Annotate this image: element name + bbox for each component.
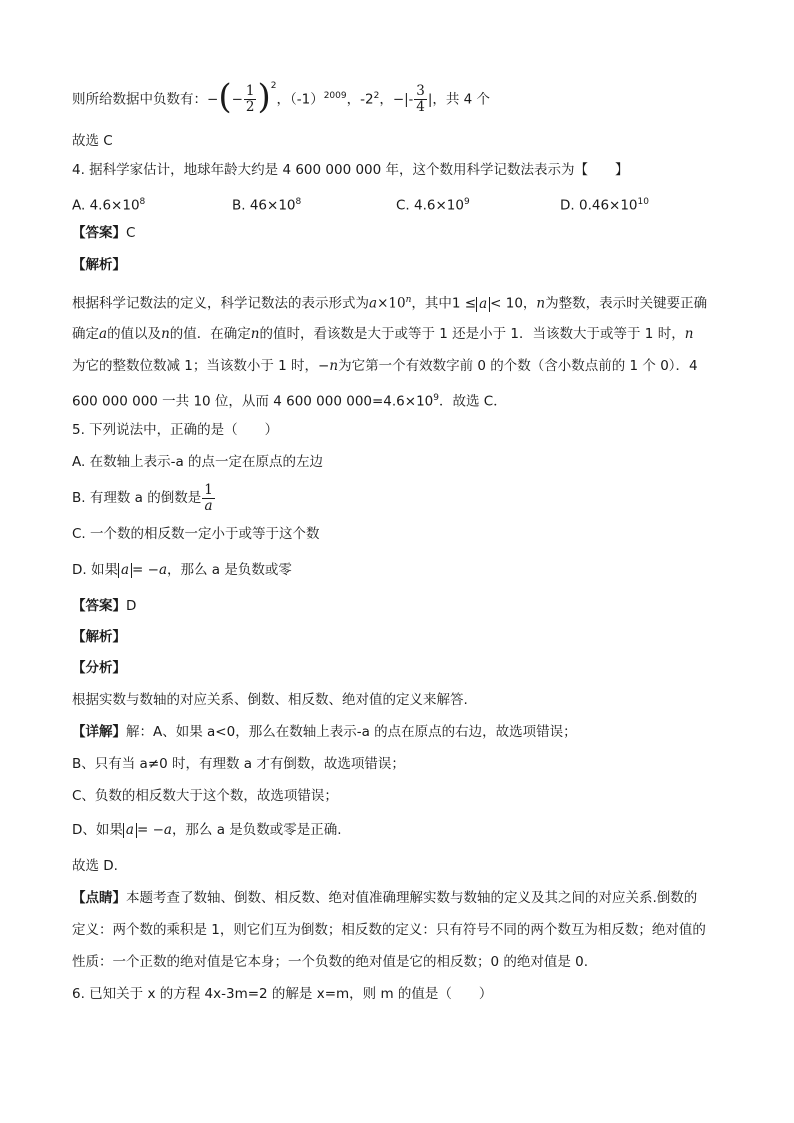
fraction-denominator: 4 xyxy=(416,99,425,115)
q4-explanation-line-4: 600 000 000 一共 10 位，从而 4 600 000 $000=4.6\times 10^9$．故选 C． xyxy=(72,393,507,410)
q4-stem: 4. 据科学家估计，地球年龄大约是 4 600 000 000 年，这个数用科学记数法表示为【 】 xyxy=(72,162,629,178)
absolute-value: a xyxy=(118,563,132,578)
q4-option-b: B. $46\times 10^8$ xyxy=(232,197,302,214)
separator: ，（-1） xyxy=(276,91,324,108)
q5-choose: 故选 D. xyxy=(72,858,118,874)
inner-minus: − xyxy=(231,91,243,108)
answer-tag: 【答案】 xyxy=(72,225,126,241)
q5-dianjing-line-3: 性质：一个正数的绝对值是它本身；一个负数的绝对值是它的相反数；0 的绝对值是 0. xyxy=(72,954,589,970)
fraction-numerator: 3 xyxy=(416,83,425,99)
q5-option-c: C. 一个数的相反数一定小于或等于这个数 xyxy=(72,526,320,542)
q4-explanation-line-2: 确定a的值以及n的值．在确定n的值时，看该数是大于或等于 1 还是小于 1．当该数大于或等于 1 时，n xyxy=(72,326,694,342)
fraction-numerator: 1 xyxy=(245,83,255,99)
fraction-one-half xyxy=(244,84,257,115)
q4-option-c: C. $4.6\times 10^9$ xyxy=(396,197,470,214)
q5-option-b: B. 有理数 a 的倒数是 $\frac{1}{a}$ xyxy=(72,481,213,514)
q5-analysis-tag: 【解析】 xyxy=(72,629,126,645)
exponent: 2009 xyxy=(323,91,347,101)
q5-detail-a: 【详解】解：A、如果 a<0，那么在数轴上表示-a 的点在原点的右边，故选项错误； xyxy=(72,724,577,740)
absolute-value: a xyxy=(476,297,490,312)
absolute-value: a xyxy=(123,823,137,838)
q5-detail-c: C、负数的相反数大于这个数，故选项错误； xyxy=(72,788,338,804)
q3-conclusion-suffix: |，共 4 个 xyxy=(427,91,491,108)
q5-detail-d: D、如果 a = −a，那么 a 是负数或零是正确. xyxy=(72,822,342,838)
q6-stem: 6. 已知关于 x 的方程 4x-3m=2 的解是 x=m，则 m 的值是（ ） xyxy=(72,986,493,1002)
q4-options xyxy=(72,192,722,212)
q4-option-a: A. $4.6\times 10^8$ xyxy=(72,197,146,214)
q5-option-d: D. 如果 a = −a，那么 a 是负数或零 xyxy=(72,562,292,578)
q5-fenxi-tag: 【分析】 xyxy=(72,660,126,676)
q4-explanation-line-1: 根据科学记数法的定义，科学记数法的表示形式为$a\times 10^n$，其中1 ≤ a < 10，n为整数，表示时关键要正确 xyxy=(72,295,708,312)
answer-value: C xyxy=(126,225,136,241)
negative-abs-prefix: −|- xyxy=(392,91,414,108)
answer-tag: 【答案】 xyxy=(72,598,126,614)
separator: ，-2 xyxy=(346,91,374,108)
fraction-denominator: 2 xyxy=(245,99,255,115)
q3-conclusion-line: 则所给数据中负数有：−(− $\frac{1}{2}$ )$^2$，$(-1)^{2009}$，$-2^2$，−|- $\frac{3}{4}$ |，共 4 个 xyxy=(72,76,491,117)
q5-detail-b: B、只有当 a≠0 时，有理数 a 才有倒数，故选项错误； xyxy=(72,756,405,772)
fraction-one-over-a: $\frac{1}{a}$ xyxy=(204,481,213,514)
q4-answer xyxy=(72,223,135,243)
q5-stem: 5. 下列说法中，正确的是（ ） xyxy=(72,422,279,438)
q3-conclusion-prefix: 则所给数据中负数有： xyxy=(72,91,207,108)
exponent: 2 xyxy=(373,91,380,101)
q3-choose: 故选 C xyxy=(72,133,113,149)
q5-dianjing-line-2: 定义：两个数的乘积是 1，则它们互为倒数；相反数的定义：只有符号不同的两个数互为相反数；绝对值的 xyxy=(72,922,706,938)
q5-fenxi-text: 根据实数与数轴的对应关系、倒数、相反数、绝对值的定义来解答. xyxy=(72,692,468,708)
minus-sign: − xyxy=(207,91,219,108)
q4-explanation-line-3: 为它的整数位数减 1；当该数小于 1 时，−n为它第一个有效数字前 0 的个数（含小数点前的 1 个 0）．4 xyxy=(72,358,698,374)
q5-option-a: A. 在数轴上表示-a 的点一定在原点的左边 xyxy=(72,454,324,470)
q5-answer xyxy=(72,596,136,616)
separator: ， xyxy=(379,91,393,108)
answer-value: D xyxy=(126,598,137,614)
fraction-three-quarters xyxy=(414,84,427,115)
q5-dianjing-line-1: 【点睛】本题考查了数轴、倒数、相反数、绝对值准确理解实数与数轴的定义及其之间的对应关系.倒数的 xyxy=(72,890,698,906)
exponent: 2 xyxy=(270,81,277,91)
q4-option-d: D. $0.46\times 10^{10}$ xyxy=(560,197,649,214)
q4-analysis-tag: 【解析】 xyxy=(72,257,126,273)
